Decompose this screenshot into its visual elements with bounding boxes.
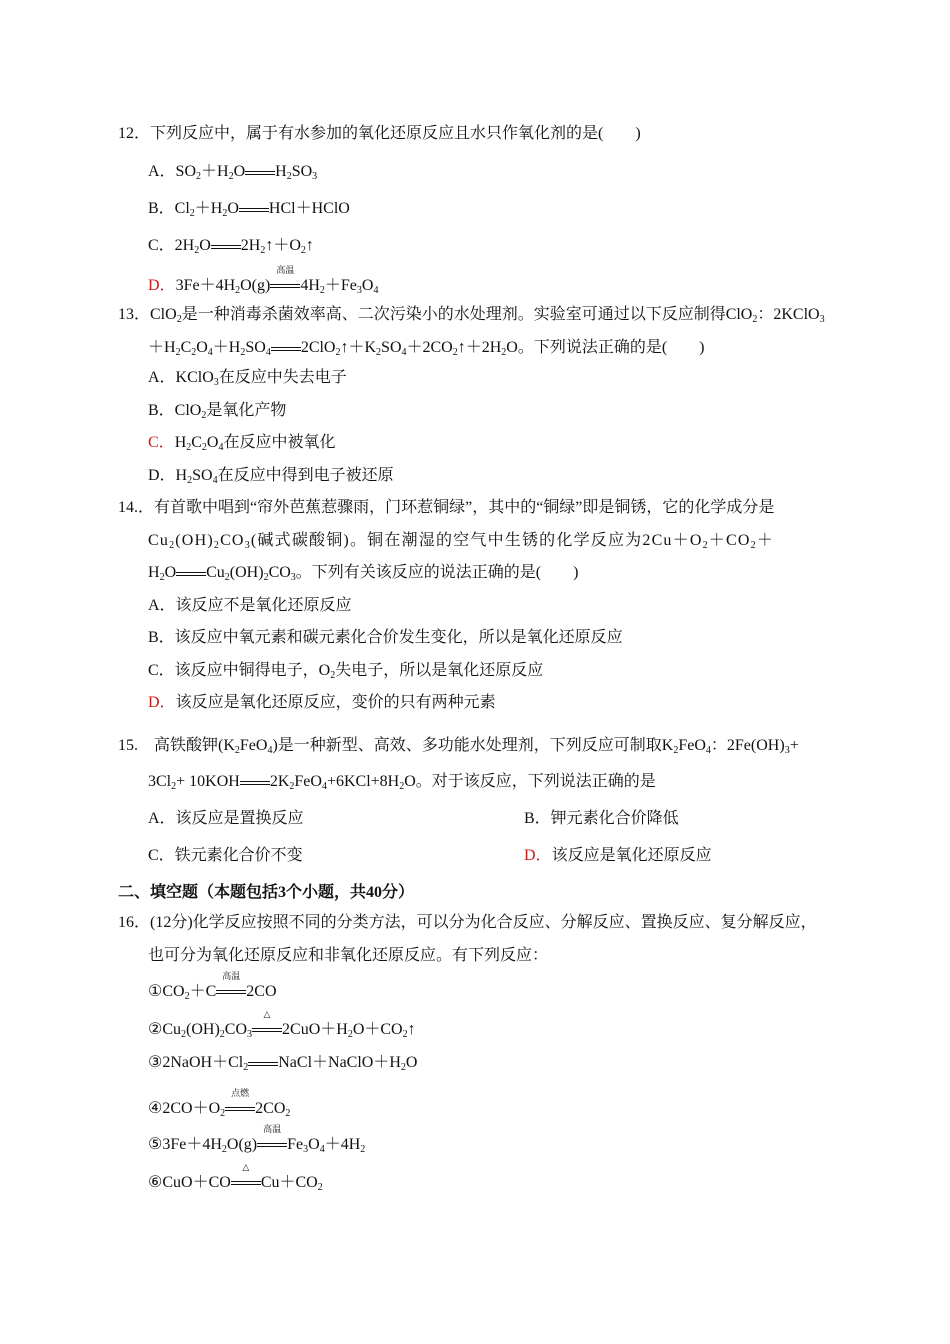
q13-option-d: D．$H_2SO_4$在反应中得到电子被还原	[148, 467, 394, 486]
q16-reaction-5: $⑤3Fe+4H_2O(g)$ 高温 $Fe_3O_4+4H_2$	[148, 1124, 366, 1155]
q12-option-b: B．$Cl_2+H_2O$ HCl＋HClO	[148, 200, 350, 219]
q13-stem-line1: 13．ClO$_2$是一种消毒杀菌效率高、二次污染小的水处理剂。实验室可通过以下反应制得ClO$_2$：2KClO$_3$	[118, 306, 825, 325]
q13-option-c	[148, 433, 336, 453]
q16-reaction-3: $③2NaOH+Cl_2$ $NaCl+NaClO+H_2O$	[148, 1054, 418, 1073]
q16-reaction-2: $②Cu_2(OH)_2CO_3$ △ $2CuO+H_2O+CO_2↑$	[148, 1009, 416, 1040]
q16-reaction-1: $①CO_2+C$ 高温 2CO	[148, 971, 277, 1002]
q12-option-a: A．$SO_2+H_2O$ $H_2SO_3$	[148, 163, 318, 182]
answer-label: D．	[524, 847, 552, 864]
q15-option-a: A．该反应是置换反应	[148, 810, 304, 827]
q12-option-c: C．$2H_2O$ $2H_2↑+O_2↑$	[148, 237, 314, 256]
q15-option-c: C．铁元素化合价不变	[148, 847, 303, 864]
answer-label: D．	[148, 694, 176, 711]
section-heading: 二、填空题（本题包括3个小题，共40分）	[118, 884, 415, 901]
q16-stem-line1: 16．(12分)化学反应按照不同的分类方法，可以分为化合反应、分解反应、置换反应、复分解反应，	[118, 914, 817, 931]
q16-stem-line2: 也可分为氧化还原反应和非氧化还原反应。有下列反应：	[148, 947, 549, 964]
q15-stem-line2: $3Cl_2+ 10KOH$ $2K_2FeO_4+6KCl+8H_2O$。对于该反应，下列说法正确的是	[148, 773, 656, 792]
answer-label: D．	[148, 277, 176, 294]
q14-option-b: B．该反应中氧元素和碳元素化合价发生变化，所以是氧化还原反应	[148, 629, 623, 646]
q14-option-a: A．该反应不是氧化还原反应	[148, 597, 352, 614]
q12-option-d-text: $3Fe+4H_2O(g)$ 高温 $4H_2+Fe_3O_4$	[175, 265, 379, 296]
q14-option-d-text: 该反应是氧化还原反应，变价的只有两种元素	[175, 694, 496, 711]
q16-reaction-4: $④2CO+O_2$ 点燃 $2CO_2$	[148, 1088, 291, 1119]
q15-option-d-text: 该反应是氧化还原反应	[551, 847, 712, 864]
q13-option-b: B．ClO$_2$是氧化产物	[148, 402, 287, 421]
q14-option-c: C．该反应中铜得电子，$O_2$失电子，所以是氧化还原反应	[148, 662, 544, 681]
q15-stem-line1: 15. 高铁酸钾$(K_2FeO_4)$是一种新型、高效、多功能水处理剂，下列反应可制取$K_2FeO_4$：$2Fe(OH)_3+$	[118, 737, 799, 756]
q13-option-a: A．KClO$_3$在反应中失去电子	[148, 369, 347, 388]
q14-option-d	[148, 693, 496, 713]
q12-option-d	[148, 265, 379, 296]
q16-reaction-6: ⑥CuO＋CO △ $Cu+CO_2$	[148, 1162, 323, 1193]
q14-stem-line3: $H_2O$ $Cu_2(OH)_2CO_3$。下列有关该反应的说法正确的是( )	[148, 564, 579, 583]
q15-option-b: B．钾元素化合价降低	[524, 810, 679, 827]
q13-option-c-text: $H_2C_2O_4$在反应中被氧化	[174, 434, 336, 453]
q12-stem: 12．下列反应中，属于有水参加的氧化还原反应且水只作氧化剂的是( )	[118, 125, 641, 142]
q15-option-d	[524, 846, 712, 866]
q14-stem-line2: $Cu_2(OH)_2CO_3$(碱式碳酸铜)。铜在潮湿的空气中生锈的化学反应为$2Cu+O_2+CO_2+$	[148, 532, 775, 551]
answer-label: C．	[148, 434, 175, 451]
q14-stem-line1: 14.．有首歌中唱到“帘外芭蕉惹骤雨，门环惹铜绿”，其中的“铜绿”即是铜锈，它的化学成分是	[118, 499, 775, 516]
q13-stem-line2: $+H_2C_2O_4+H_2SO_4$ $2ClO_2↑+K_2SO_4+2CO_2↑+2H_2O$。下列说法正确的是( )	[148, 339, 705, 358]
